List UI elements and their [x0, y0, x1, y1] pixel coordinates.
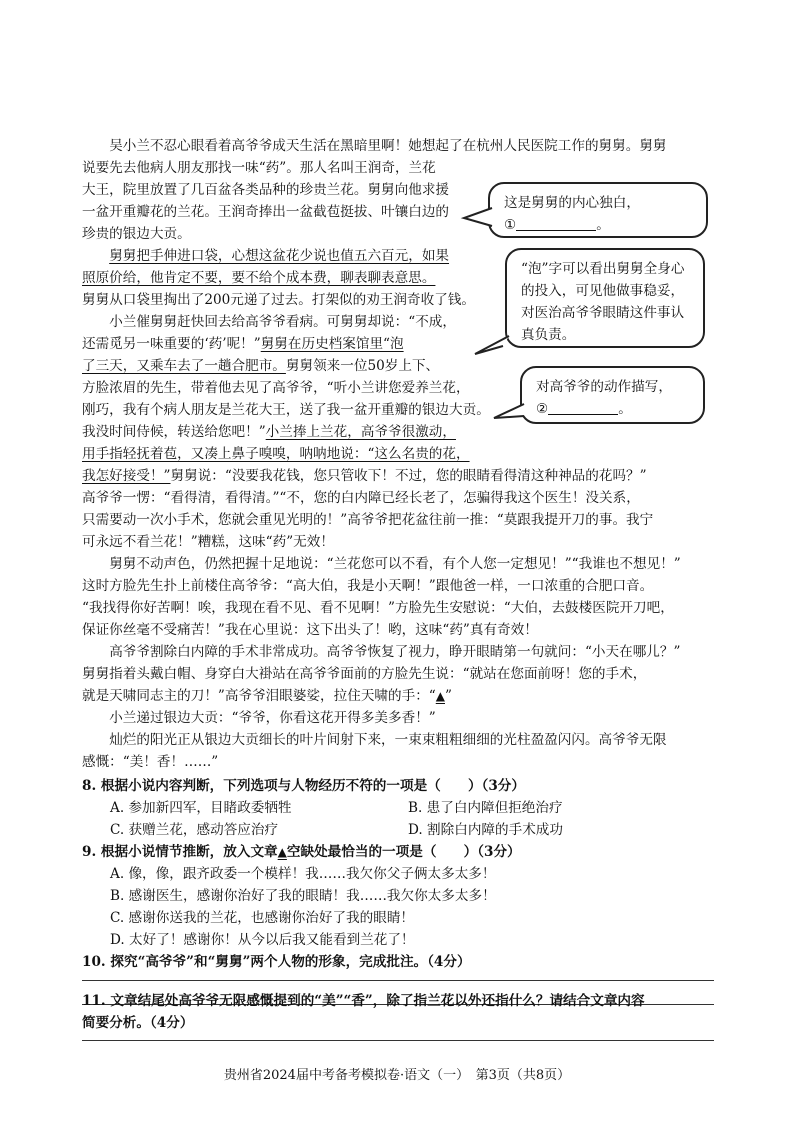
story-line: 小兰催舅舅赶快回去给高爷爷看病。可舅舅却说：“不成， — [109, 314, 456, 330]
question-10: 10. 探究“高爷爷”和“舅舅”两个人物的形象，完成批注。（4分） — [82, 954, 471, 970]
callout-pointer-icon — [473, 336, 511, 358]
option-9a[interactable]: A. 像，像，跟齐政委一个模样！我……我欠你父子俩太多太多！ — [110, 866, 496, 882]
callout-text: 对高爷爷的动作描写， — [536, 379, 672, 395]
option-8b[interactable]: B. 患了白内障但拒绝治疗 — [408, 800, 563, 816]
callout-text: 这是舅舅的内心独白， — [504, 195, 640, 211]
story-line: 舅舅把手伸进口袋，心想这盆花少说也值五六百元，如果 — [109, 248, 450, 264]
question-11-cont: 简要分析。（4分） — [82, 1015, 194, 1031]
story-line: 我没时间侍候，转送给您吧！”小兰捧上兰花，高爷爷很激动， — [82, 424, 456, 440]
story-line: 舅舅从口袋里掏出了200元递了过去。打架似的劝王润奇收了钱。 — [82, 292, 475, 308]
annotation-callout-3 — [520, 366, 705, 424]
page-footer: 贵州省2024届中考备考模拟卷·语文（一） 第3页（共8页） — [223, 1068, 571, 1083]
story-line: 高爷爷一愣：“看得清，看得清。”“不，您的白内障已经长老了，怎骗得我这个医生！没关系， — [82, 490, 640, 506]
story-line: 灿烂的阳光正从银边大贡细长的叶片间射下来，一束束粗粗细细的光柱盈盈闪闪。高爷爷无限 — [109, 732, 667, 748]
question-11: 11. 文章结尾处高爷爷无限感慨提到的“美”“香”，除了指兰花以外还指什么？请结合文章内容 — [82, 993, 645, 1009]
story-line: 一盆开重瓣花的兰花。王润奇捧出一盆截苞挺拔、叶镶白边的 — [82, 204, 450, 220]
callout-answer-line: ② 。 — [536, 401, 632, 417]
story-line: 舅舅不动声色，仍然把握十足地说：“兰花您可以不看，有个人您一定想见！”“我谁也不想见！” — [109, 556, 681, 572]
callout-pointer-icon — [492, 402, 524, 424]
blank-triangle-icon: ▲ — [277, 845, 287, 859]
option-9b[interactable]: B. 感谢医生，感谢你治好了我的眼睛！我……我欠你太多太多！ — [110, 888, 496, 904]
story-line: 了三天，又乘车去了一趟合肥市。舅舅领来一位50岁上下、 — [82, 358, 440, 374]
option-8d[interactable]: D. 割除白内障的手术成功 — [408, 822, 563, 838]
story-line: 刚巧，我有个病人朋友是兰花大王，送了我一盆开重瓣的银边大贡。 — [82, 402, 490, 418]
answer-blank[interactable] — [548, 400, 618, 415]
story-line: 感慨：“美！香！……” — [82, 754, 219, 770]
story-line: 小兰递过银边大贡：“爷爷，你看这花开得多美多香！” — [109, 710, 436, 726]
callout-answer-line: ① 。 — [504, 217, 610, 233]
callout-pointer-icon — [462, 206, 492, 230]
story-line: 高爷爷割除白内障的手术非常成功。高爷爷恢复了视力，睁开眼睛第一句就问：“小天在哪儿？” — [109, 644, 681, 660]
option-8c[interactable]: C. 获赠兰花，感动答应治疗 — [110, 822, 279, 838]
story-line: 保证你丝毫不受痛苦！”我在心里说：这下出头了！哟，这味“药”真有奇效！ — [82, 622, 538, 638]
callout-text: “泡”字可以看出舅舅全身心的投入，可见他做事稳妥，对医治高爷爷眼睛这件事认真负责。 — [521, 261, 685, 343]
option-9c[interactable]: C. 感谢你送我的兰花，也感谢你治好了我的眼睛！ — [110, 910, 415, 926]
story-line: 还需觅另一味重要的‘药’呢！”舅舅在历史档案馆里“泡 — [82, 336, 404, 352]
story-line: 这时方脸先生扑上前楼住高爷爷：“高大伯，我是小天啊！”跟他爸一样，一口浓重的合肥口音。 — [82, 578, 654, 594]
answer-line[interactable] — [82, 1040, 714, 1041]
story-line: 珍贵的银边大贡。 — [82, 226, 191, 242]
question-9: 9. 根据小说情节推断，放入文章▲空缺处最恰当的一项是（ ）（3分） — [82, 844, 521, 860]
answer-line[interactable] — [82, 980, 714, 981]
annotation-callout-2 — [505, 248, 705, 348]
story-line: 就是天啸同志主的刀！”高爷爷泪眼婆娑，拉住天啸的手：“▲” — [82, 688, 452, 704]
story-line: 吴小兰不忍心眼看着高爷爷成天生活在黑暗里啊！她想起了在杭州人民医院工作的舅舅。舅舅 — [109, 138, 667, 154]
story-line: 可永远不看兰花！”糟糕，这味“药”无效！ — [82, 534, 334, 550]
question-8: 8. 根据小说内容判断，下列选项与人物经历不符的一项是（ ）（3分） — [82, 778, 525, 794]
answer-blank[interactable] — [516, 216, 596, 231]
story-line: 用手指轻抚着苞，又凑上鼻子嗅嗅，呐呐地说：“这么名贵的花， — [82, 446, 470, 462]
story-line: 我怎好接受！”舅舅说：“没要我花钱，您只管收下！不过，您的眼睛看得清这种神品的花吗？” — [82, 468, 647, 484]
option-9d[interactable]: D. 太好了！感谢你！从今以后我又能看到兰花了！ — [110, 932, 415, 948]
story-line: 说要先去他病人朋友那找一味“药”。那人名叫王润奇，兰花 — [82, 160, 436, 176]
story-line: 大王，院里放置了几百盆各类品种的珍贵兰花。舅舅向他求援 — [82, 182, 450, 198]
annotation-callout-1 — [488, 182, 708, 238]
story-line: 只需要动一次小手术，您就会重见光明的！”高爷爷把花盆往前一推：“莫跟我提开刀的事。我宁 — [82, 512, 654, 528]
option-8a[interactable]: A. 参加新四军，目睹政委牺牲 — [110, 800, 292, 816]
blank-triangle-icon: ▲ — [435, 689, 445, 703]
story-line: 方脸浓眉的先生，带着他去见了高爷爷，“听小兰讲您爱养兰花， — [82, 380, 470, 396]
story-line: “我找得你好苦啊！唉，我现在看不见、看不见啊！”方脸先生安慰说：“大伯，去鼓楼医院开刀吧， — [82, 600, 674, 616]
story-line: 舅舅指着头戴白帽、身穿白大褂站在高爷爷面前的方脸先生说：“就站在您面前呀！您的手术， — [82, 666, 647, 682]
story-line: 照原价给，他肯定不要，要不给个成本费，聊表聊表意思。 — [82, 270, 436, 286]
